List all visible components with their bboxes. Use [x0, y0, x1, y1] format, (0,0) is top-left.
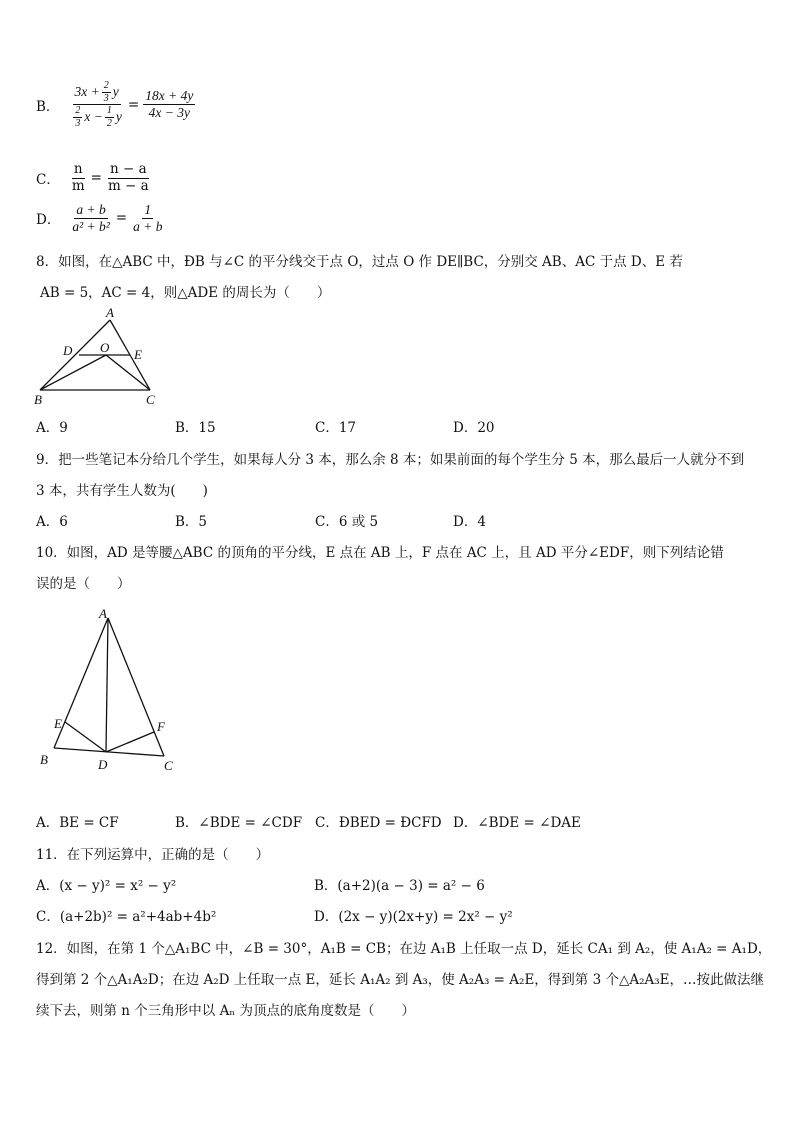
label-e: E	[54, 716, 62, 731]
option-c-equation	[36, 162, 153, 194]
label-e: E	[134, 347, 142, 362]
q8-stem-line1: 8．如图，在△ABC 中，ĐB 与∠C 的平分线交于点 O，过点 O 作 DE∥BC，分别交 AB、AC 于点 D、E 若	[36, 254, 683, 270]
option-d-rhs-fraction	[131, 202, 164, 234]
q11-option-b[interactable]: B．(a+2)(a − 3) = a² − 6	[314, 878, 485, 894]
label-b: B	[34, 392, 42, 406]
segment-bo	[40, 355, 106, 390]
fraction-text: y	[115, 109, 122, 125]
fraction-text: a² + b²	[72, 218, 110, 234]
q8-option-c[interactable]: C．17	[315, 420, 357, 436]
fraction-text: 18x + 4y	[145, 88, 194, 104]
side-ab	[54, 618, 108, 748]
q9-stem-line2: 3 本，共有学生人数为( )	[36, 483, 208, 499]
fraction-text: 2	[75, 105, 81, 116]
label-a: A	[99, 606, 107, 621]
fraction-text: 2	[103, 80, 109, 91]
label-f: F	[157, 719, 165, 734]
q12-stem-line1: 12．如图，在第 1 个△A₁BC 中，∠B = 30°，A₁B = CB；在边 A₁B 上任取一点 D，延长 CA₁ 到 A₂，使 A₁A₂ = A₁D，	[36, 941, 772, 957]
fraction-text: 2	[106, 117, 112, 129]
option-label: B．	[36, 98, 60, 115]
side-ac	[108, 618, 164, 756]
fraction-text: a + b	[133, 218, 163, 234]
q9-option-a[interactable]: A．6	[36, 514, 68, 530]
option-label: D．	[36, 212, 61, 229]
q12-stem-line3: 续下去，则第 n 个三角形中以 Aₙ 为顶点的底角度数是（ ）	[36, 1003, 415, 1019]
fraction-text: 1	[106, 105, 112, 116]
q9-option-b[interactable]: B．5	[175, 514, 208, 530]
fraction-text: 3	[75, 117, 81, 129]
equals-sign: =	[90, 170, 102, 187]
q10-stem-line1: 10．如图，AD 是等腰△ABC 的顶角的平分线，E 点在 AB 上，F 点在 AC 上，且 AD 平分∠EDF，则下列结论错	[36, 545, 724, 561]
label-b: B	[40, 752, 48, 767]
q12-stem-line2: 得到第 2 个△A₁A₂D；在边 A₂D 上任取一点 E，延长 A₁A₂ 到 A₃，使 A₂A₃ = A₂E，得到第 3 个△A₂A₃E，…按此做法继	[36, 972, 765, 988]
fraction-text: y	[112, 84, 119, 100]
q9-option-d[interactable]: D．4	[453, 514, 486, 530]
option-c-lhs-fraction	[70, 162, 87, 194]
fraction-text: n − a	[110, 161, 147, 177]
option-d-equation	[36, 202, 166, 234]
option-c-rhs-fraction	[106, 162, 151, 194]
fraction-text: 4x − 3y	[148, 105, 190, 120]
q8-option-a[interactable]: A．9	[36, 420, 68, 436]
label-a: A	[106, 306, 114, 320]
fraction-text: a + b	[76, 202, 106, 217]
fraction-text: x −	[84, 109, 103, 125]
option-d-lhs-fraction	[70, 202, 111, 234]
fraction-text: 1	[144, 202, 152, 217]
q10-stem-line2: 误的是（ ）	[36, 576, 131, 592]
option-b-rhs-fraction	[143, 88, 195, 120]
q9-stem-line1: 9．把一些笔记本分给几个学生，如果每人分 3 本，那么余 8 本；如果前面的每个学生分 5 本，那么最后一人就分不到	[36, 452, 745, 468]
q10-option-b[interactable]: B．∠BDE = ∠CDF	[175, 815, 303, 831]
segment-ad	[106, 618, 108, 752]
fraction-text: 3	[103, 92, 109, 104]
q11-option-c[interactable]: C．(a+2b)² = a²+4ab+4b²	[36, 909, 217, 925]
equals-sign: =	[127, 96, 140, 113]
fraction-text: m − a	[107, 177, 149, 194]
q8-option-d[interactable]: D．20	[453, 420, 495, 436]
label-c: C	[164, 758, 173, 773]
fraction-text: n	[73, 161, 83, 177]
side-bc	[54, 748, 164, 756]
label-o: O	[100, 340, 110, 355]
label-d: D	[63, 343, 73, 358]
q8-option-b[interactable]: B．15	[175, 420, 216, 436]
label-d: D	[98, 757, 108, 772]
q10-triangle-figure	[34, 604, 184, 779]
q9-option-c[interactable]: C．6 或 5	[315, 514, 379, 530]
segment-fd	[106, 732, 154, 752]
equals-sign: =	[115, 210, 128, 227]
q11-stem: 11．在下列运算中，正确的是（ ）	[36, 847, 270, 863]
segment-co	[106, 355, 150, 390]
label-c: C	[146, 392, 155, 406]
option-b-lhs-fraction	[69, 80, 123, 129]
option-b-equation	[36, 80, 197, 129]
q10-option-c[interactable]: C．ĐBED = ĐCFD	[315, 815, 442, 831]
option-label: C．	[36, 172, 60, 189]
q10-option-d[interactable]: D．∠BDE = ∠DAE	[453, 815, 581, 831]
fraction-text: m	[71, 177, 85, 194]
q11-option-d[interactable]: D．(2x − y)(2x+y) = 2x² − y²	[314, 909, 513, 925]
q8-triangle-figure	[30, 306, 170, 406]
segment-ed	[65, 722, 106, 752]
fraction-text: 3x +	[74, 84, 100, 100]
q11-option-a[interactable]: A．(x − y)² = x² − y²	[36, 878, 177, 894]
q10-option-a[interactable]: A．BE = CF	[36, 815, 119, 831]
q8-stem-line2: AB = 5，AC = 4，则△ADE 的周长为（ ）	[40, 285, 331, 301]
